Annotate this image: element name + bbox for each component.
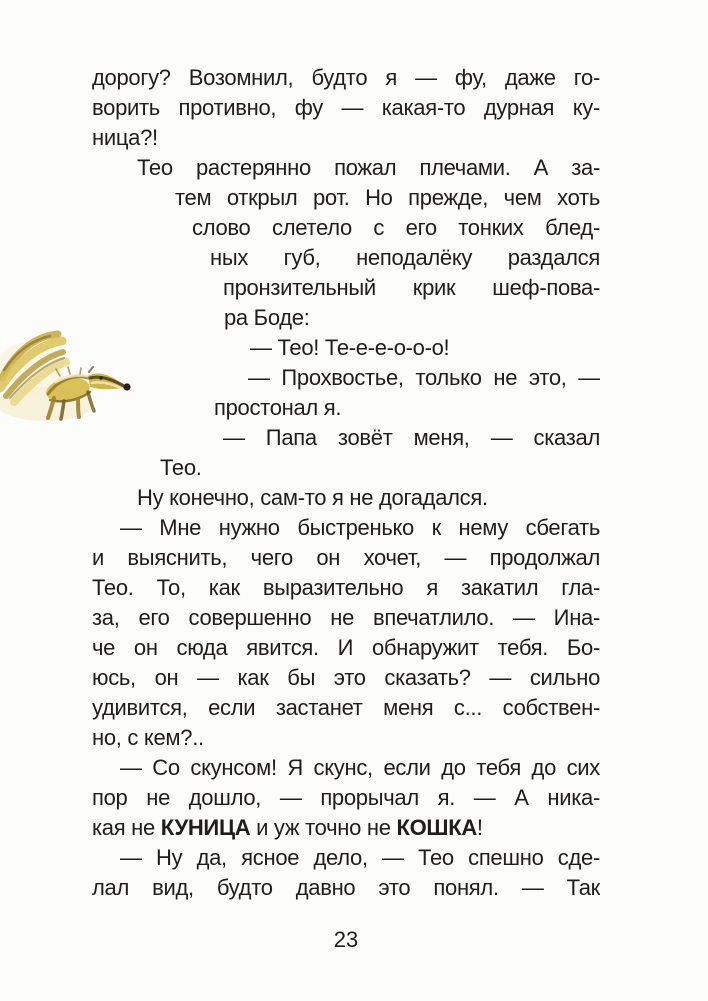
text-line: Ну конечно, сам-то я не догадался. bbox=[137, 485, 488, 510]
text-segment: ! bbox=[476, 815, 483, 840]
text-line: — Ну да, ясное дело, — Тео спешно сде- bbox=[120, 845, 600, 870]
text-line: че он сюда явится. И обнаружит тебя. Бо- bbox=[92, 635, 600, 660]
text-line: юсь, он — как бы это сказать? — сильно bbox=[92, 665, 600, 690]
text-line: но, с кем?.. bbox=[92, 725, 204, 750]
text-line: ных губ, неподалёку раздался bbox=[210, 245, 600, 270]
text-line: пор не дошло, — прорычал я. — А ника- bbox=[92, 785, 600, 810]
text-line-emphasis bbox=[92, 813, 600, 843]
text-line: слово слетело с его тонких блед- bbox=[192, 215, 600, 240]
text-line: — Тео! Те-е-е-о-о-о! bbox=[250, 335, 450, 360]
emphasis-word: КОШКА bbox=[396, 815, 477, 840]
text-segment: кая не bbox=[92, 815, 161, 840]
text-line: ница?! bbox=[92, 125, 158, 150]
text-line: ра Боде: bbox=[224, 305, 310, 330]
text-line: Тео. То, как выразительно я закатил гла- bbox=[92, 575, 600, 600]
page-number: 23 bbox=[333, 927, 359, 952]
text-line: простонал я. bbox=[214, 395, 342, 420]
emphasis-word: КУНИЦА bbox=[160, 815, 251, 840]
text-line: ворить противно, фу — какая-то дурная ку- bbox=[92, 95, 600, 120]
text-line: лал вид, будто давно это понял. — Так bbox=[92, 875, 600, 900]
text-line: — Прохвостье, только не это, — bbox=[248, 365, 600, 390]
text-line: за, его совершенно не впечатлило. — Ина- bbox=[92, 605, 600, 630]
text-block bbox=[92, 63, 600, 903]
text-line: тем открыл рот. Но прежде, чем хоть bbox=[175, 185, 600, 210]
text-line: пронзительный крик шеф-пова- bbox=[223, 275, 600, 300]
text-line: удивится, если застанет меня с... собствен- bbox=[92, 695, 600, 720]
text-line: Тео. bbox=[160, 455, 202, 480]
text-line: и выяснить, чего он хочет, — продолжал bbox=[92, 545, 600, 570]
text-line: дорогу? Возомнил, будто я — фу, даже го- bbox=[92, 65, 600, 90]
text-line: — Со скунсом! Я скунс, если до тебя до сих bbox=[120, 755, 600, 780]
text-line: — Папа зовёт меня, — сказал bbox=[223, 425, 600, 450]
text-line: Тео растерянно пожал плечами. А за- bbox=[137, 155, 600, 180]
text-segment: и уж точно не bbox=[250, 815, 397, 840]
text-line: — Мне нужно быстренько к нему сбегать bbox=[120, 515, 600, 540]
